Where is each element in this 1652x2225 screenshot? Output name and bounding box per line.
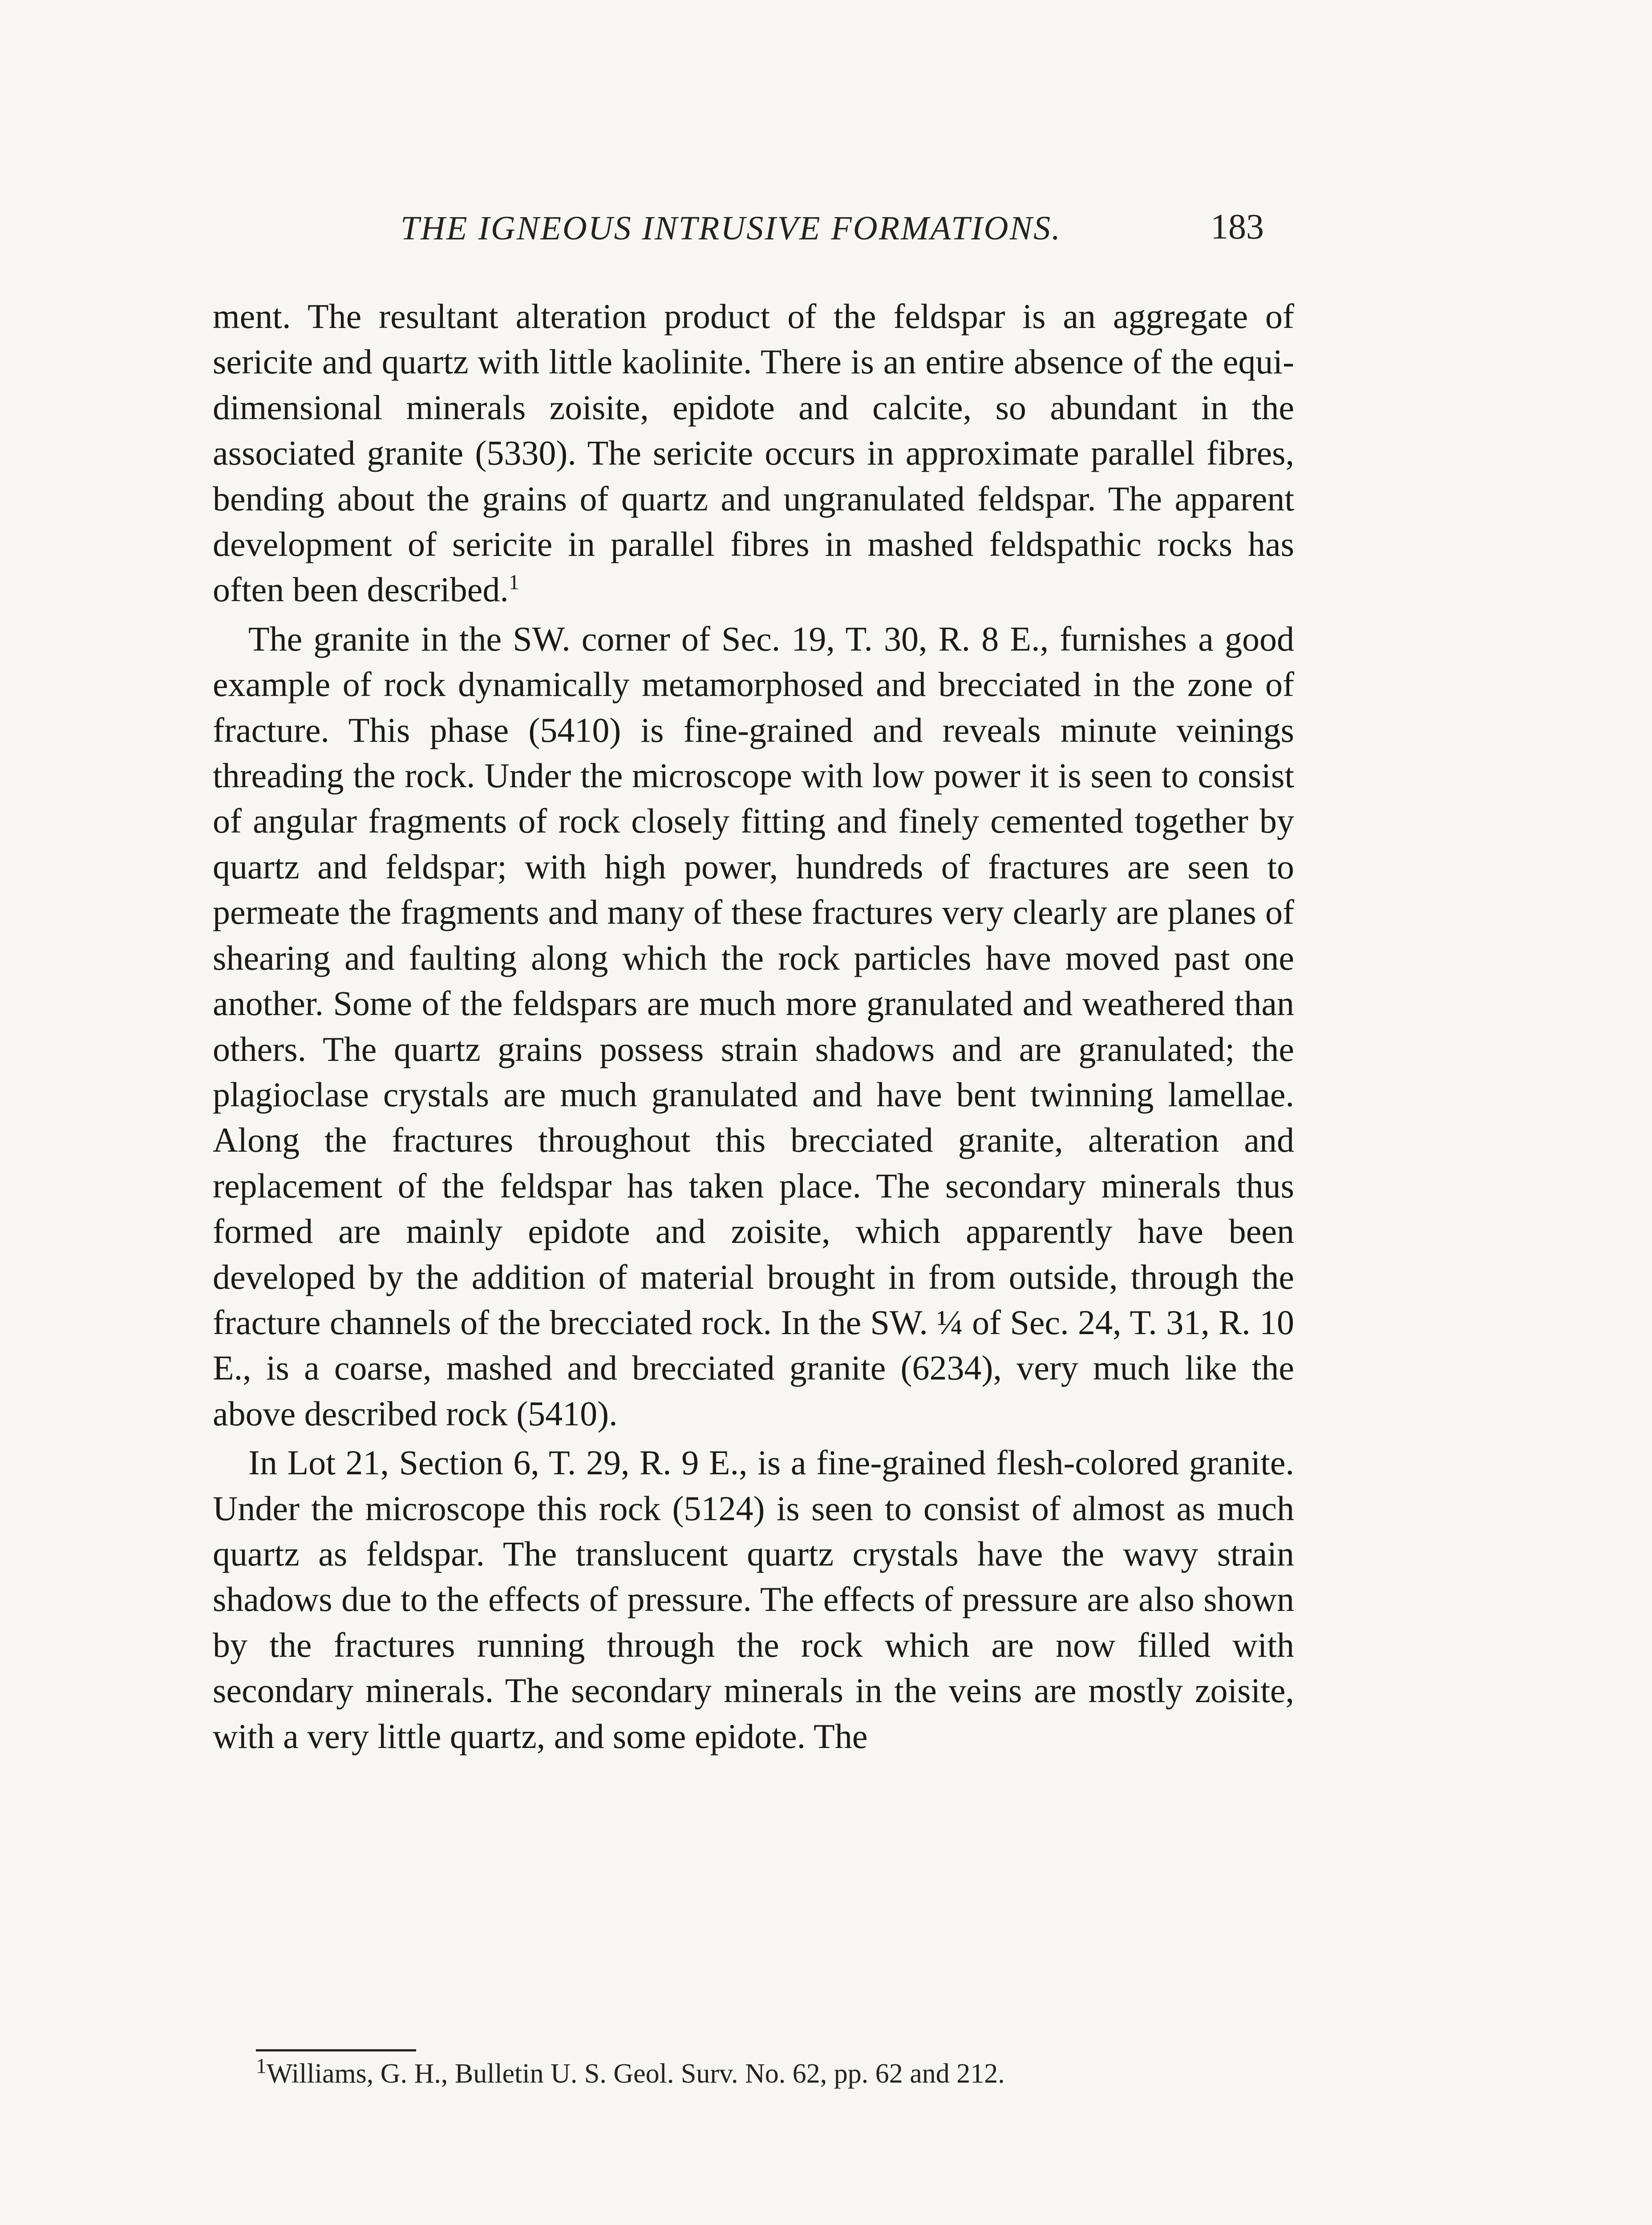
paragraph: In Lot 21, Section 6, T. 29, R. 9 E., is a fine-grained flesh-colored granite. Under the microscope this rock (5124) is seen to consist of almost as much quartz as feldspar. The translucent quartz crystals have the wavy strain shadows due to the effects of pressure. The effects of pressure are also shown by the fractures running through the rock which are now filled with secondary minerals. The secondary minerals in the veins are mostly zoisite, with a very little quartz, and some epidote. The xyxy=(213,1443,1294,1756)
footnote xyxy=(256,2056,1005,2092)
body-text xyxy=(213,294,1294,1759)
footnote-reference: 1 xyxy=(508,570,519,595)
paragraph-text: ment. The resultant alteration product of the feldspar is an aggregate of sericite and quartz with little kaolinite. There is an entire absence of the equi-dimensional minerals zoisite, epidote and calcite, so abundant in the associated granite (5330). The sericite occurs in approximate parallel fibres, bending about the grains of quartz and ungranulated feldspar. The apparent development of sericite in parallel fibres in mashed feldspathic rocks has often been described. xyxy=(213,297,1294,609)
paragraph: The granite in the SW. corner of Sec. 19, T. 30, R. 8 E., furnishes a good example of rock dynamically metamorphosed and brecciated in the zone of fracture. This phase (5410) is fine-grained and reveals minute veinings threading the rock. Under the microscope with low power it is seen to consist of angular fragments of rock closely fitting and finely cemented together by quartz and feldspar; with high power, hundreds of fractures are seen to permeate the fragments and many of these fractures very clearly are planes of shearing and faulting along which the rock particles have moved past one another. Some of the feldspars are much more granulated and weathered than others. The quartz grains possess strain shadows and are granulated; the plagioclase crystals are much granulated and have bent twinning lamellae. Along the fractures throughout this brecciated granite, alteration and replacement of the feldspar has taken place. The secondary minerals thus formed are mainly epidote and zoisite, which apparently have been developed by the addition of material brought in from outside, through the fracture channels of the brecciated rock. In the SW. ¼ of Sec. 24, T. 31, R. 10 E., is a coarse, mashed and brecciated granite (6234), very much like the above described rock (5410). xyxy=(213,619,1294,1433)
footnote-mark: 1 xyxy=(256,2054,267,2078)
footnote-divider xyxy=(256,2049,416,2051)
footnote-text: Williams, G. H., Bulletin U. S. Geol. Surv. No. 62, pp. 62 and 212. xyxy=(267,2059,1005,2089)
paragraph-continuation xyxy=(213,294,1294,613)
page-number: 183 xyxy=(1211,207,1264,247)
running-head: THE IGNEOUS INTRUSIVE FORMATIONS. xyxy=(401,210,1062,247)
